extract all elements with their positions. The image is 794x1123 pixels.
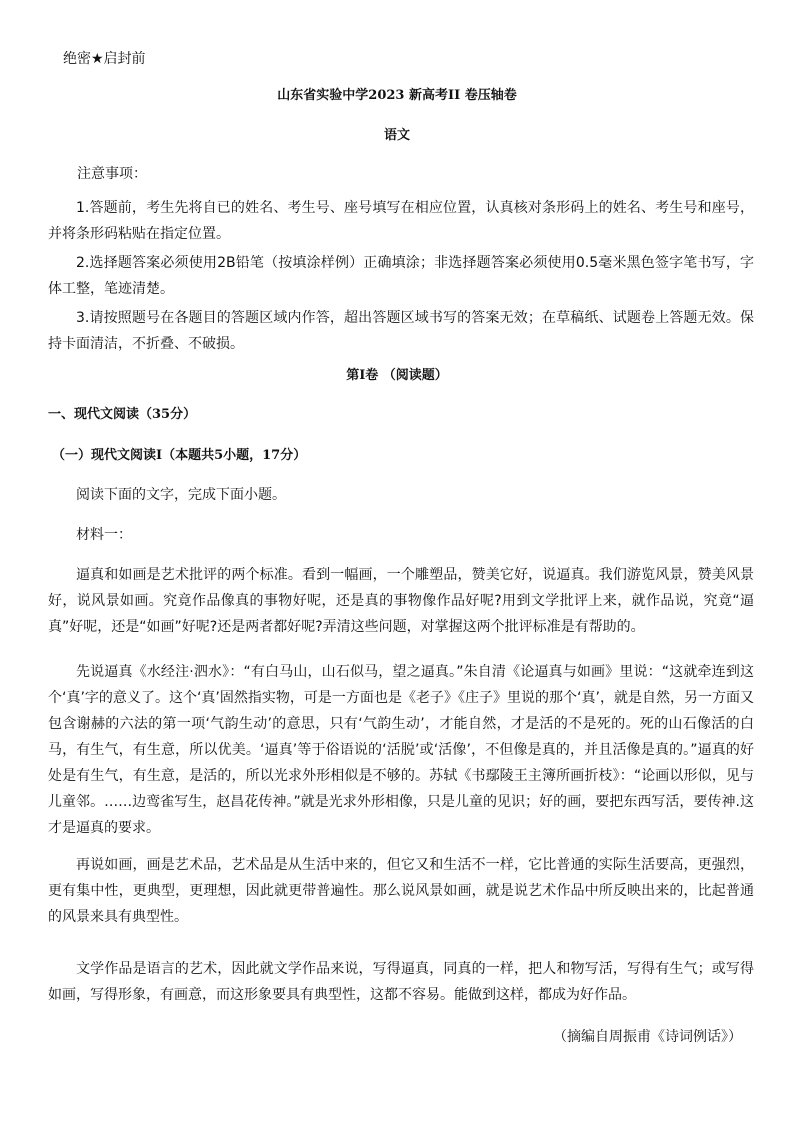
material-paragraph-1: 逼真和如画是艺术批评的两个标准。看到一幅画，一个雕塑品，赞美它好，说逼真。我们游览风景，赞美风景好，说风景如画。究竟作品像真的事物好呢，还是真的事物像作品好呢?用到文学批评上来，就作品说，究竟“逼真”好呢，还是“如画”好呢?还是两者都好呢?弄清这些问题，对掌握这两个批评标准是有帮助的。: [48, 567, 754, 635]
material-paragraph-4: 文学作品是语言的艺术，因此就文学作品来说，写得逼真，同真的一样，把人和物写活，写得有生气；或写得如画，写得形象，有画意，而这形象要具有典型性，这都不容易。能做到这样，都成为好作品。: [48, 961, 754, 1003]
confidential-mark: 绝密★启封前: [63, 51, 146, 67]
reading-instruction: 阅读下面的文字，完成下面小题。: [76, 487, 286, 503]
part-title: 第Ⅰ卷 （阅读题）: [346, 368, 448, 383]
section-heading: 一、现代文阅读（35分）: [48, 407, 197, 422]
subject-title: 语文: [383, 128, 410, 143]
material-label: 材料一：: [76, 527, 132, 543]
material-paragraph-3: 再说如画，画是艺术品，艺术品是从生活中来的，但它又和生活不一样，它比普通的实际生活要高，更强烈，更有集中性，更典型，更理想，因此就更带普遍性。那么说风景如画，就是说艺术作品中所反映出来的，比起普通的风景来具有典型性。: [48, 857, 754, 925]
notice-item-1: 1.答题前，考生先将自已的姓名、考生号、座号填写在相应位置，认真核对条形码上的姓名、考生号和座号，并将条形码粘贴在指定位置。: [48, 200, 754, 242]
notice-item-3: 3.请按照题号在各题目的答题区域内作答，超出答题区域书写的答案无效；在草稿纸、试题卷上答题无效。保持卡面清洁，不折叠、不破损。: [48, 310, 754, 352]
exam-title: 山东省实验中学2023 新高考II 卷压轴卷: [277, 88, 517, 103]
notice-label: 注意事项：: [77, 166, 147, 182]
subsection-heading: （一）现代文阅读Ⅰ（本题共5小题，17分）: [52, 448, 307, 463]
material-source: （摘编自周振甫《诗词例话》）: [553, 1029, 742, 1045]
notice-item-2: 2.选择题答案必须使用2B铅笔（按填涂样例）正确填涂；非选择题答案必须使用0.5毫米黑色签字笔书写，字体工整，笔迹清楚。: [48, 255, 754, 297]
material-paragraph-2: 先说逼真《水经注·泗水》：“有白马山，山石似马，望之逼真。”朱自清《论逼真与如画》里说：“这就牵连到这个‘真’字的意义了。这个‘真’固然指实物，可是一方面也是《老子》《庄子》里说的那个‘真’，就是自然，另一方面又包含谢赫的六法的第一项‘气韵生动’的意思，只有‘气韵生动’，才能自然，才是活的不是死的。死的山石像活的白马，有生气，有生意，所以优美。‘逼真’等于俗语说的‘活脱’或‘活像’，不但像是真的，并且活像是真的。”逼真的好处是有生气，有生意，是活的，所以光求外形相似是不够的。苏轼《书鄢陵王主簿所画折枝》：“论画以形似，见与儿童邻。……边鸾雀写生，赵昌花传神。”就是光求外形相像，只是儿童的见识；好的画，要把东西写活，要传神.这才是逼真的要求。: [48, 664, 754, 836]
